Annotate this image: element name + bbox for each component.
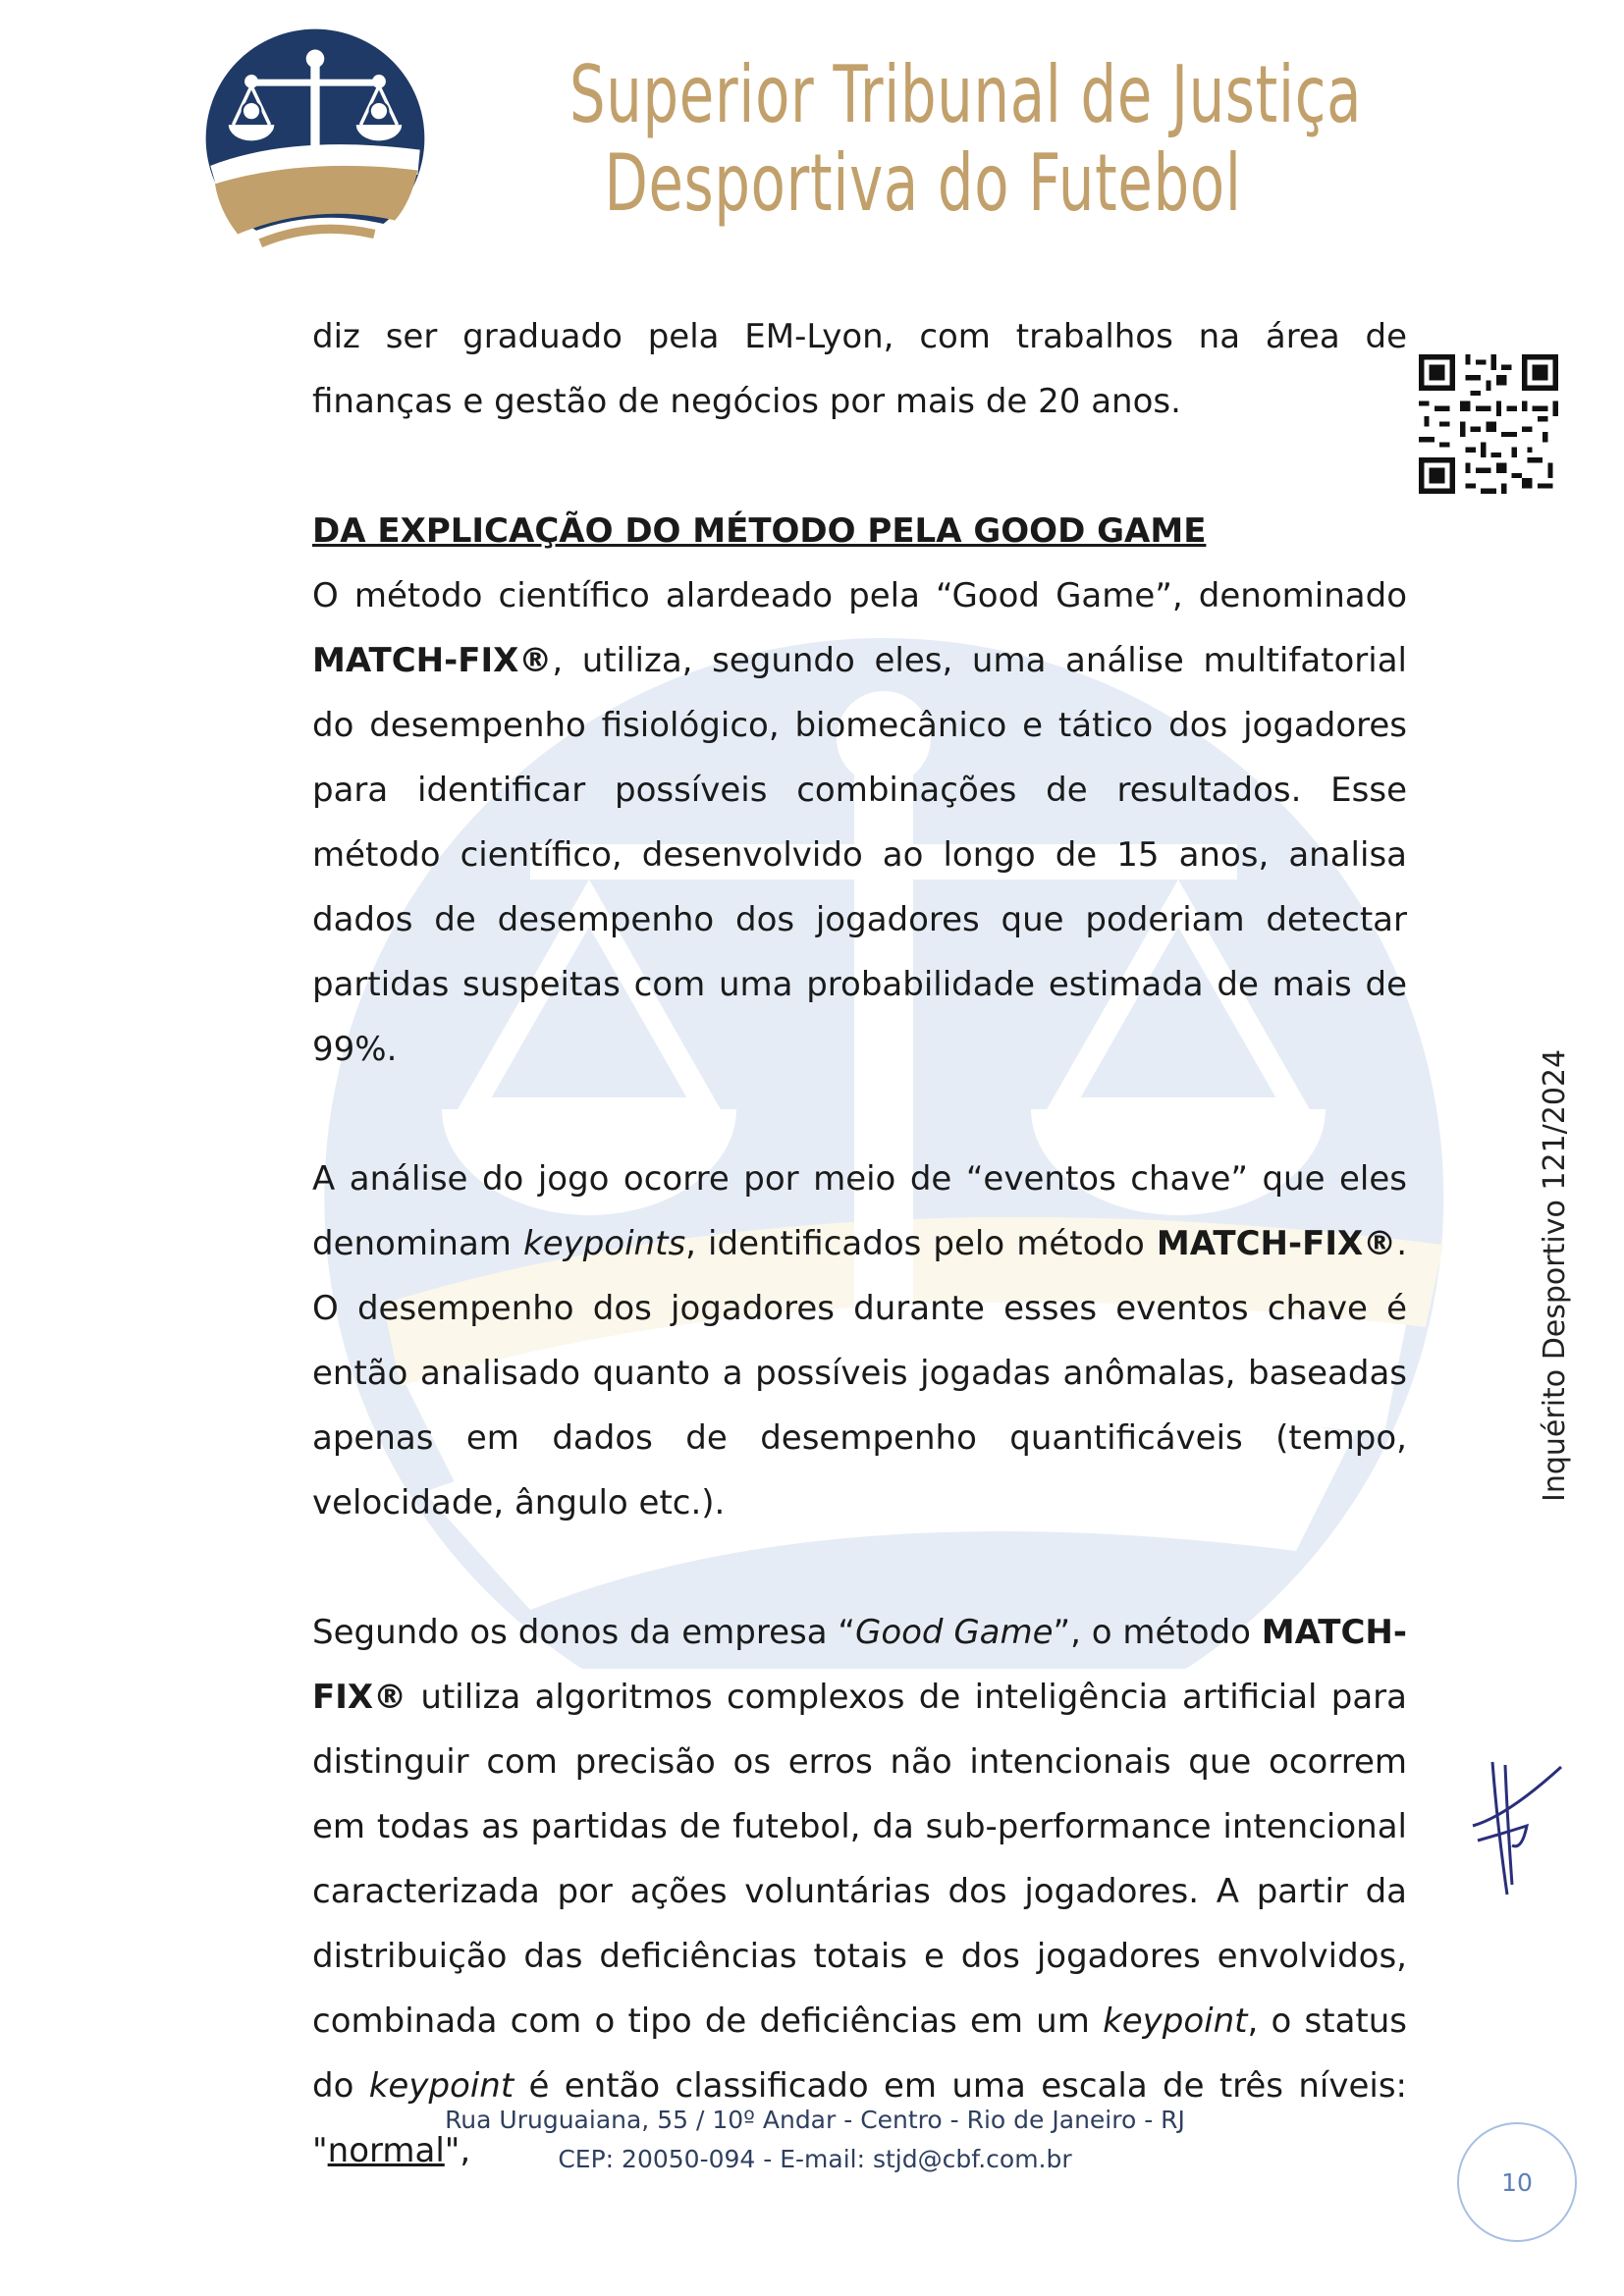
text-run: A análise do jogo ocorre por meio de “eventos chave” que eles denominam xyxy=(312,1159,1407,1263)
text-run: O método científico alardeado pela “Good Game”, denominado xyxy=(312,576,1407,615)
bold-text: MATCH-FIX® xyxy=(1156,1224,1397,1263)
text-run: utiliza algoritmos complexos de inteligência artificial para distinguir com precisão os erros não intencionais que ocorrem em todas as partidas de futebol, da sub-performance intencional caracterizada por ações voluntárias dos jogadores. A partir da distribuição das deficiências totais e dos jogadores envolvidos, combinada com o tipo de deficiências em um xyxy=(312,1678,1407,2041)
qr-code-icon xyxy=(1414,349,1563,499)
bold-text: MATCH-FIX® xyxy=(312,1613,1407,1717)
institution-name xyxy=(569,49,1363,229)
text-run: é então classificado em uma escala de três níveis: " xyxy=(312,2066,1407,2170)
footer-line-address: Rua Uruguaiana, 55 / 10º Andar - Centro - Rio de Janeiro - RJ xyxy=(445,2106,1185,2134)
inquiry-number-label: Inquérito Desportivo 121/2024 xyxy=(1538,1048,1572,1502)
page-number: 10 xyxy=(1457,2122,1577,2242)
footer-address xyxy=(373,2101,1257,2179)
italic-text: Good Game xyxy=(854,1613,1054,1652)
paragraph-intro: diz ser graduado pela EM-Lyon, com trabalhos na área de finanças e gestão de negócios por mais de 20 anos. xyxy=(312,317,1407,421)
institution-name-line1: Superior Tribunal de Justiça xyxy=(569,49,1363,140)
text-run: , identificados pelo método xyxy=(685,1224,1157,1263)
text-run: ”, o método xyxy=(1053,1613,1262,1652)
text-run: , o status do xyxy=(312,2002,1408,2106)
paragraph-keypoints xyxy=(312,1147,1407,1535)
text-run: . O desempenho dos jogadores durante esses eventos chave é então analisado quanto a possíveis jogadas anômalas, baseadas apenas em dados de desempenho quantificáveis (tempo, velocidade, ângulo etc.). xyxy=(312,1224,1407,1522)
italic-text: keypoint xyxy=(368,2066,514,2106)
institution-name-line2: Desportiva do Futebol xyxy=(604,137,1242,229)
section-heading: DA EXPLICAÇÃO DO MÉTODO PELA GOOD GAME xyxy=(312,511,1207,551)
stjd-logo-icon xyxy=(201,25,429,252)
signature-mark xyxy=(1468,1757,1566,1904)
text-run: , utiliza, segundo eles, uma análise multifatorial do desempenho fisiológico, biomecânico e tático dos jogadores para identificar possíveis combinações de resultados. Esse método científico, desenvolvido ao longo de 15 anos, analisa dados de desempenho dos jogadores que poderiam detectar partidas suspeitas com uma probabilidade estimada de mais de 99%. xyxy=(312,641,1407,1069)
paragraph-algorithms xyxy=(312,1600,1407,2183)
text-run: ", xyxy=(444,2131,471,2170)
underlined-text: normal xyxy=(327,2131,445,2170)
document-body xyxy=(312,304,1407,2183)
bold-text: MATCH-FIX® xyxy=(312,641,553,680)
footer-line-contact: CEP: 20050-094 - E-mail: stjd@cbf.com.br xyxy=(558,2145,1072,2173)
italic-text: keypoints xyxy=(523,1224,686,1263)
text-run: Segundo os donos da empresa “ xyxy=(312,1613,855,1652)
italic-text: keypoint xyxy=(1103,2002,1248,2041)
paragraph-method xyxy=(312,563,1407,1082)
